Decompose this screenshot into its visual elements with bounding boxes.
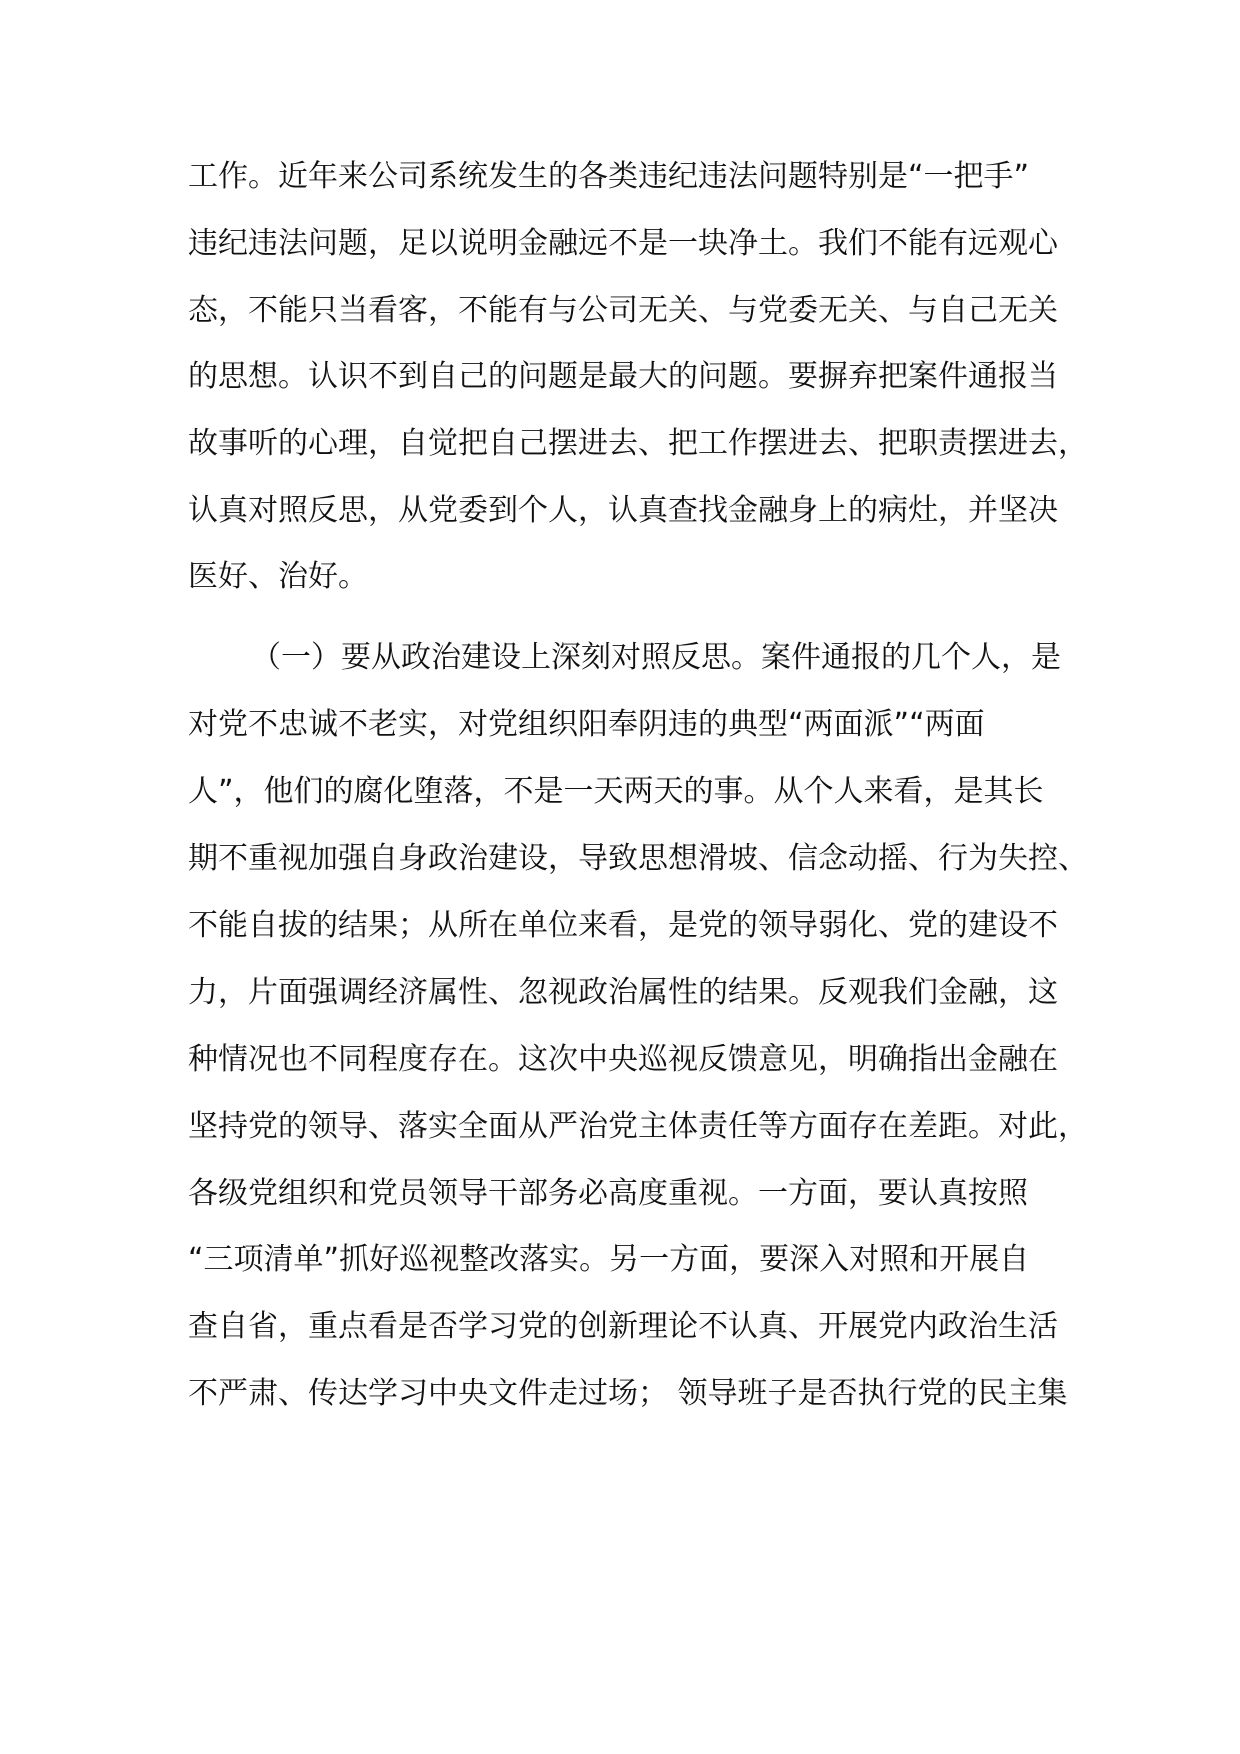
- text-line: 人”，他们的腐化堕落，不是一天两天的事。从个人来看，是其长: [188, 774, 1044, 809]
- text-line: 认真对照反思，从党委到个人，认真查找金融身上的病灶，并坚决: [188, 493, 1058, 528]
- text-line: 期不重视加强自身政治建设，导致思想滑坡、信念动摇、行为失控、: [188, 841, 1088, 876]
- text-line: 种情况也不同程度存在。这次中央巡视反馈意见，明确指出金融在: [188, 1042, 1058, 1077]
- paragraph-start-line: （一）要从政治建设上深刻对照反思。案件通报的几个人，是: [251, 640, 1061, 675]
- text-line: 不能自拔的结果；从所在单位来看，是党的领导弱化、党的建设不: [188, 908, 1058, 943]
- text-line: “三项清单”抓好巡视整改落实。另一方面，要深入对照和开展自: [188, 1242, 1030, 1277]
- text-line: 力，片面强调经济属性、忽视政治属性的结果。反观我们金融，这: [188, 975, 1058, 1010]
- text-line: 工作。近年来公司系统发生的各类违纪违法问题特别是“一把手”: [188, 159, 1030, 194]
- text-line: 对党不忠诚不老实，对党组织阳奉阴违的典型“两面派”“两面: [188, 707, 985, 742]
- text-line: 的思想。认识不到自己的问题是最大的问题。要摒弃把案件通报当: [188, 359, 1058, 394]
- text-line: 各级党组织和党员领导干部务必高度重视。一方面，要认真按照: [188, 1176, 1028, 1211]
- text-line: 违纪违法问题，足以说明金融远不是一块净土。我们不能有远观心: [188, 226, 1058, 261]
- text-line: 不严肃、传达学习中央文件走过场； 领导班子是否执行党的民主集: [188, 1376, 1068, 1411]
- text-line: 坚持党的领导、落实全面从严治党主体责任等方面存在差距。对此，: [188, 1109, 1088, 1144]
- text-line: 故事听的心理，自觉把自己摆进去、把工作摆进去、把职责摆进去，: [188, 426, 1088, 461]
- text-line: 查自省，重点看是否学习党的创新理论不认真、开展党内政治生活: [188, 1309, 1058, 1344]
- text-line: 态，不能只当看客，不能有与公司无关、与党委无关、与自己无关: [188, 293, 1058, 328]
- text-line: 医好、治好。: [188, 559, 368, 594]
